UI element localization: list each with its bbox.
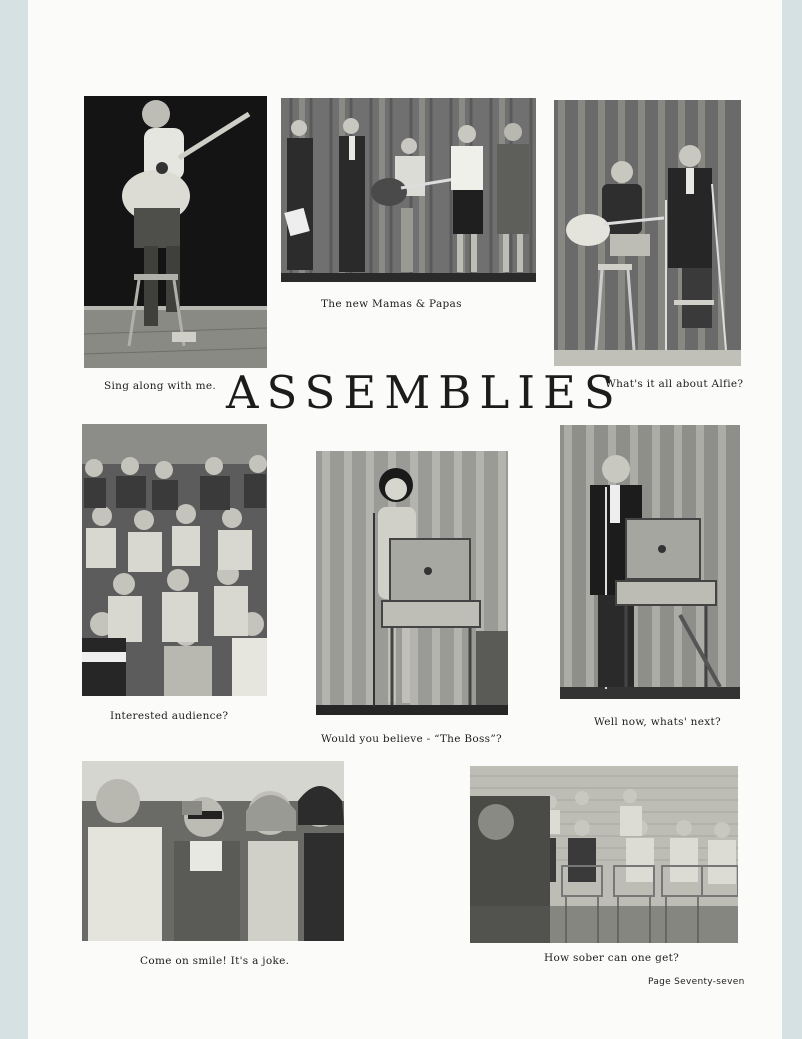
caption-come-on-smile: Come on smile! It's a joke. [140,955,290,967]
photo-mamas-papas [281,98,536,282]
photo-audience [82,424,267,696]
caption-whats-next: Well now, whats' next? [594,716,721,728]
page-number: Page Seventy-seven [648,977,745,987]
photo-alfie [554,100,741,366]
photo-guitarist-solo [84,96,267,368]
caption-audience: Interested audience? [110,710,229,722]
photo-the-boss [316,451,508,715]
yearbook-page [28,0,782,1039]
caption-mamas-papas: The new Mamas & Papas [321,298,462,310]
caption-the-boss: Would you believe - “The Boss”? [321,733,502,745]
caption-alfie: What's it all about Alfie? [605,378,744,390]
caption-how-sober: How sober can one get? [544,952,680,964]
photo-come-on-smile [82,761,344,941]
caption-guitarist-solo: Sing along with me. [104,380,217,392]
photo-whats-next [560,425,740,699]
photo-how-sober [470,766,738,943]
page-title: ASSEMBLIES [226,366,623,419]
